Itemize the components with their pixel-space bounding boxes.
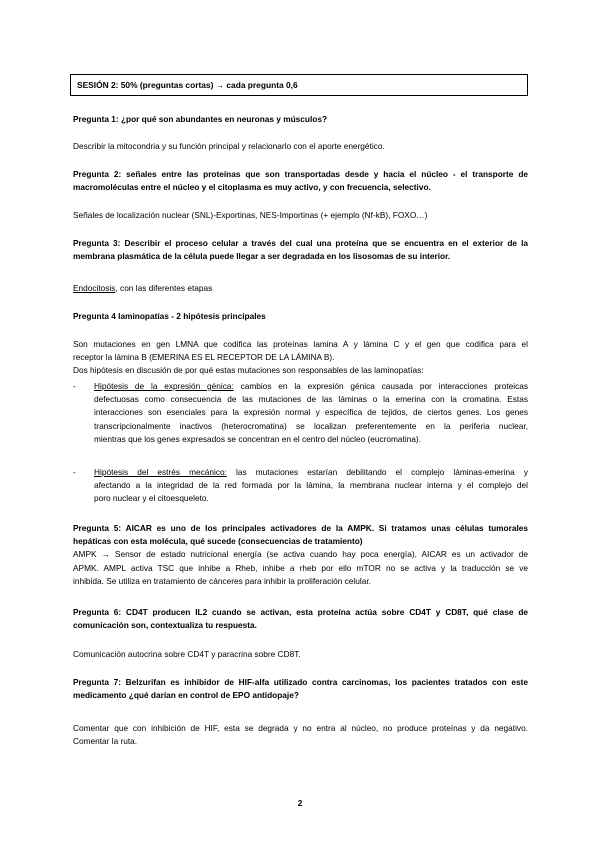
bullet-marker: - — [73, 467, 76, 477]
answer-2: Señales de localización nuclear (SNL)-Exportinas, NES-Importinas (+ ejemplo (Nf-kB), FOXO…) — [73, 210, 428, 220]
question-6: Pregunta 6: CD4T producen IL2 cuando se activan, esta proteína actúa sobre CD4T y CD8T, qué clase de comunicación son, contextualiza tu respuesta. — [73, 607, 528, 631]
bullet-marker: - — [73, 381, 76, 391]
session-header-box — [70, 74, 528, 96]
question-4: Pregunta 4 laminopatías - 2 hipótesis principales — [73, 311, 266, 321]
question-5: Pregunta 5: AICAR es uno de los principales activadores de la AMPK. Si tratamos unas células tumorales hepáticas con esta molécula, qué sucede (consecuencias de tratamiento) AMPK → Sensor de estado nutricional energía (se activa cuando hay poca energía), AICAR es un activador de APMK. AMPL activa TSC que inhibe a Rheb, inhibe a rheb por ello mTOR no se activa y la traducción se ve inhibida. Se utiliza en tratamiento de cánceres para inhibir la proliferación celular. — [73, 523, 528, 586]
session-header: SESIÓN 2: 50% (preguntas cortas) → cada pregunta 0,6 — [77, 80, 298, 90]
answer-7: Comentar que con inhibición de HIF, esta se degrada y no entra al núcleo, no produce proteínas y da negativo. Comentar la ruta. — [73, 723, 528, 747]
hypothesis-mechanical-stress: Hipótesis del estrés mecánico: las mutaciones estarían debilitando el complejo láminas-emerina y afectando a la integridad de la red formada por la lámina, la membrana nuclear interna y el complejo del poro nuclear y el citoesqueleto. — [94, 467, 528, 504]
question-7: Pregunta 7: Belzurifan es inhibidor de HIF-alfa utilizado contra carcinomas, los pacientes tratados con este medicamento ¿qué darían en control de EPO antidopaje? — [73, 677, 528, 701]
answer-3: Endocitosis, con las diferentes etapas — [73, 283, 213, 293]
answer-1: Describir la mitocondria y su función principal y relacionarlo con el aporte energético. — [73, 141, 385, 151]
hypothesis-gene-expression: Hipótesis de la expresión génica: cambios en la expresión génica causada por interacciones proteicas defectuosas como consecuencia de las mutaciones de las láminas o la emerina con la cromatina. Estas interacciones son esenciales para la expresión normal y específica de tejidos, de ciertos genes. Los genes transcripcionalmente inactivos (heterocromatina) se localizan preferentemente en la periferia nuclear, mientras que los genes expresados se concentran en el centro del núcleo (eucromatina). — [94, 381, 528, 444]
question-1: Pregunta 1: ¿por qué son abundantes en neuronas y músculos? — [73, 114, 328, 124]
answer-6: Comunicación autocrina sobre CD4T y paracrina sobre CD8T. — [73, 649, 301, 659]
page-number: 2 — [297, 798, 303, 808]
endocytosis-term: Endocitosis — [73, 283, 116, 293]
question-3: Pregunta 3: Describir el proceso celular a través del cual una proteína que se encuentra en el exterior de la membrana plasmática de la célula puede llegar a ser degradada en los lisosomas de su interior. — [73, 238, 528, 262]
answer-4-intro: Son mutaciones en gen LMNA que codifica las proteínas lamina A y lámina C y el gen que codifica para el receptor la lámina B (EMERINA ES EL RECEPTOR DE LA LÁMINA B). Dos hipótesis en discusión de por qué estas mutaciones son responsables de las laminopatías: — [73, 339, 528, 376]
question-2: Pregunta 2: señales entre las proteínas que son transportadas desde y hacia el núcleo - el transporte de macromoléculas entre el núcleo y el citoplasma es muy activo, y con frecuencia, selectivo. — [73, 169, 528, 193]
